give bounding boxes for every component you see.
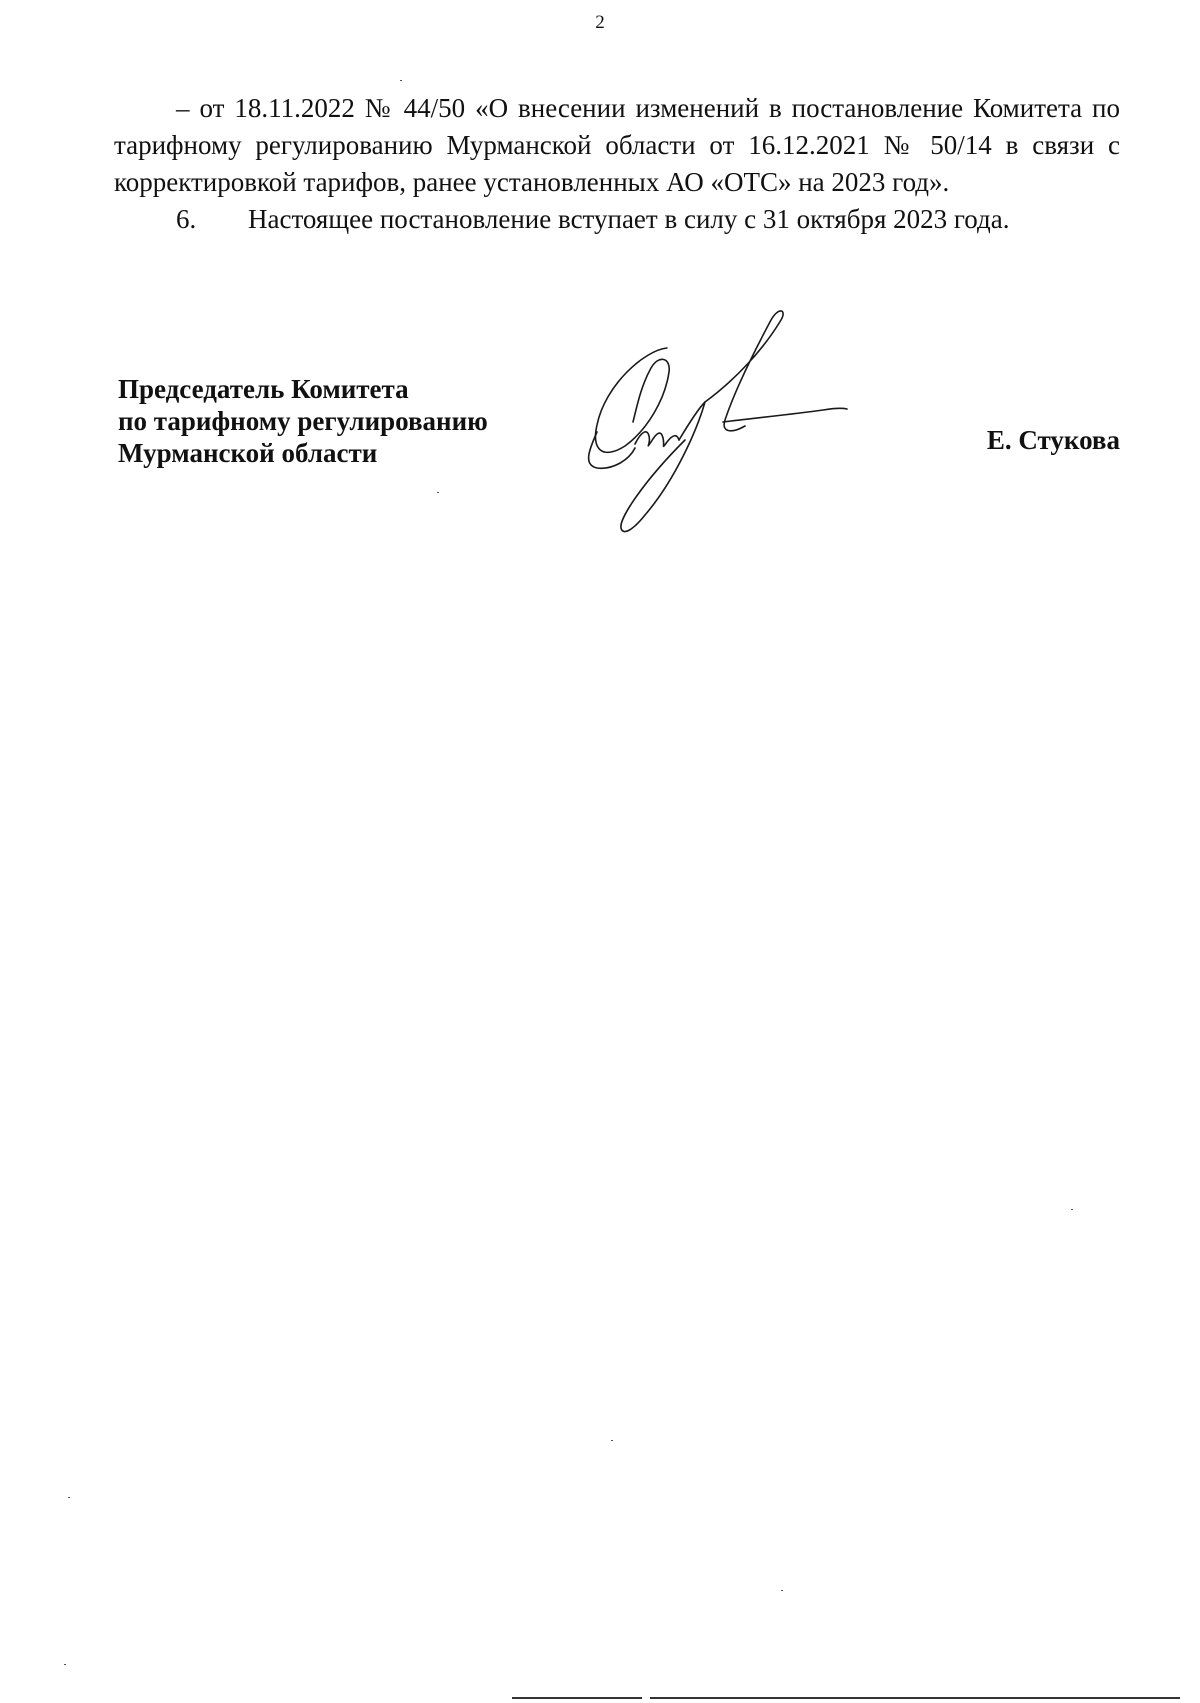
signer-position <box>118 373 488 469</box>
scan-speck <box>1071 1209 1073 1210</box>
paragraph-text: Настоящее постановление вступает в силу с 31 октября 2023 года. <box>248 204 1010 234</box>
scan-speck <box>64 1664 66 1665</box>
scan-speck <box>611 1440 613 1441</box>
paragraph-effective-date <box>114 201 1120 238</box>
signer-position-line-2: по тарифному регулированию <box>118 406 488 436</box>
scan-speck <box>781 1590 783 1591</box>
signer-position-line-3: Мурманской области <box>118 438 378 468</box>
scan-edge-line <box>512 1697 642 1699</box>
handwritten-signature <box>585 310 865 545</box>
paragraph-number: 6. <box>176 204 197 234</box>
paragraph-amendment-reference: – от 18.11.2022 № 44/50 «О внесении изменений в постановление Комитета по тарифному регулированию Мурманской области от 16.12.2021 № 50/14 в связи с корректировкой тарифов, ранее установленных АО «ОТС» на 2023 год». <box>114 93 1120 197</box>
signer-position-line-1: Председатель Комитета <box>118 374 409 404</box>
scan-speck <box>437 492 439 493</box>
scan-speck <box>400 80 402 81</box>
document-body <box>114 90 1120 238</box>
scan-speck <box>68 1497 70 1498</box>
page-number: 2 <box>595 12 605 33</box>
scan-edge-line <box>650 1697 1180 1699</box>
signer-name: Е. Стукова <box>986 425 1120 455</box>
